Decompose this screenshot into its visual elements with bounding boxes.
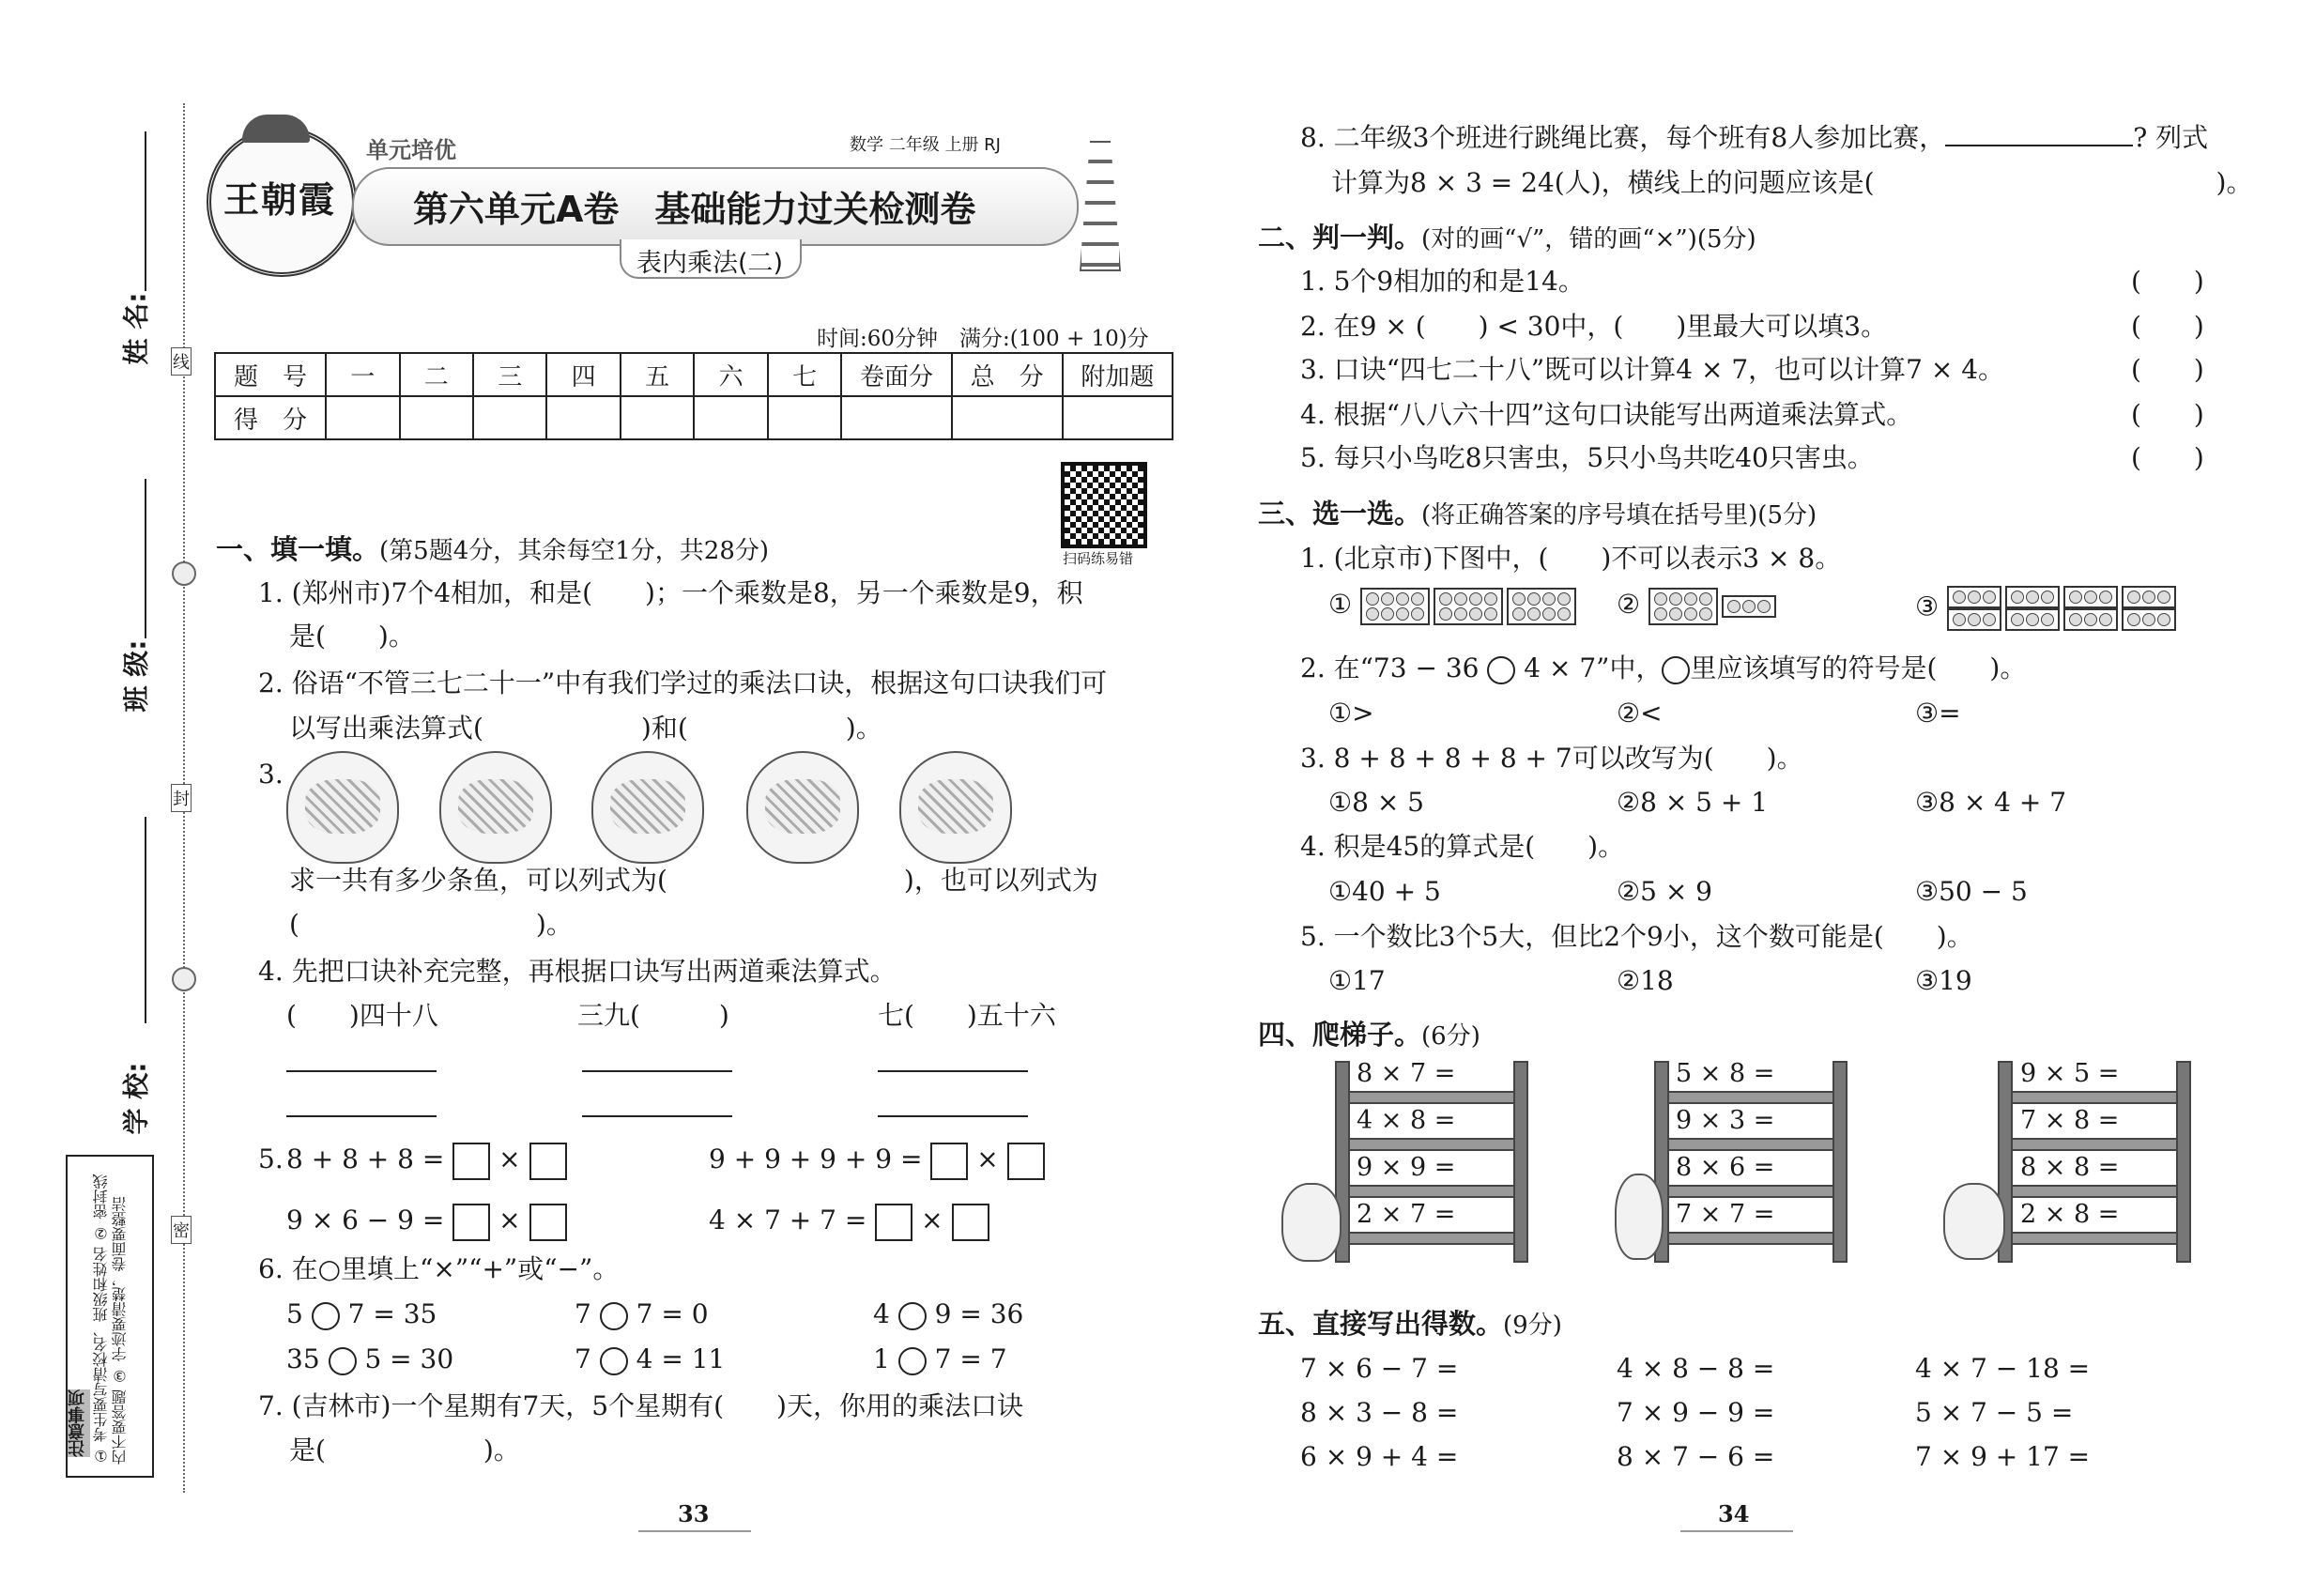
calc-item: 5 × 7 − 5 = (1915, 1397, 2074, 1428)
q8-line1 (1300, 119, 2208, 157)
score-cell[interactable] (952, 396, 1063, 439)
judge-answer-paren[interactable]: ( ) (2131, 399, 2204, 430)
q6-right: 7 = 0 (636, 1298, 709, 1329)
score-header-cell: 六 (694, 353, 767, 396)
score-cell[interactable] (546, 396, 620, 439)
ladder-rung (1667, 1091, 1834, 1104)
judge-answer-paren[interactable]: ( ) (2131, 311, 2204, 342)
bead-group (1434, 588, 1503, 625)
q4-mnemonic-3: 七( )五十六 (878, 1000, 1056, 1031)
fishbowl-image (899, 751, 1012, 864)
ladder-expression: 7 × 7 = (1676, 1200, 1775, 1229)
section-2-title (1258, 219, 1756, 258)
choice-q2-text: 2. 在“73 − 36 (1300, 652, 1480, 683)
score-header-cell: 卷面分 (841, 353, 951, 396)
q5-expr-2 (709, 1141, 1045, 1180)
score-cell[interactable] (694, 396, 767, 439)
score-table (214, 352, 1173, 440)
choice-q4: 4. 积是45的算式是( )。 (1300, 831, 1625, 862)
ladder-rung (1348, 1232, 1515, 1245)
calc-item: 6 × 9 + 4 = (1300, 1441, 1459, 1472)
score-header-cell: 一 (326, 353, 399, 396)
answer-box[interactable] (452, 1143, 490, 1180)
q6-left: 7 (575, 1343, 591, 1374)
calc-item: 7 × 6 − 7 = (1300, 1353, 1459, 1384)
q6-left: 35 (286, 1343, 320, 1374)
q5-expr-text: 4 × 7 + 7 = (709, 1205, 867, 1235)
q1-line1: 1. (郑州市)7个4相加，和是( )；一个乘数是8，另一个乘数是9，积 (258, 577, 1083, 608)
score-header-cell: 七 (768, 353, 841, 396)
subtitle: 表内乘法(二) (636, 249, 784, 278)
q5-expr-text: 9 × 6 − 9 = (286, 1205, 445, 1235)
notes-text: ① 考生要写清校名、班级和姓名 ② 密封线内不要答题 ③ 字迹要清楚，卷面要整洁 (92, 1174, 129, 1465)
q4-answer-line[interactable] (286, 1070, 437, 1072)
section-5-title (1258, 1305, 1562, 1344)
q6-left: 7 (575, 1298, 591, 1329)
ladder-rung (1348, 1138, 1515, 1151)
q6-text: 6. 在○里填上“×”“+”或“−”。 (258, 1253, 620, 1284)
q6-item (286, 1341, 453, 1378)
q2-line1: 2. 俗语“不管三七二十一”中有我们学过的乘法口诀，根据这句口诀我们可 (258, 668, 1108, 698)
ladder-expression: 5 × 8 = (1676, 1059, 1775, 1088)
times-sign: × (498, 1143, 521, 1174)
judge-item: 3. 口诀“四七二十八”既可以计算4 × 7，也可以计算7 × 4。 (1300, 354, 2005, 385)
q6-left: 1 (873, 1343, 890, 1374)
score-table-header-row (215, 353, 1173, 396)
q4-text: 4. 先把口诀补充完整，再根据口诀写出两道乘法算式。 (258, 956, 897, 987)
choice-q2 (1300, 650, 2026, 687)
score-header-cell: 附加题 (1063, 353, 1173, 396)
operator-circle[interactable] (329, 1347, 357, 1375)
page-number-left: 33 (678, 1500, 710, 1527)
answer-box[interactable] (930, 1143, 968, 1180)
score-header-cell: 四 (546, 353, 620, 396)
ladder-rung (1348, 1185, 1515, 1198)
choice-q1-option-1[interactable] (1328, 586, 1580, 625)
q3-line1: 求一共有多少条鱼，可以列式为( )，也可以列式为 (289, 865, 1098, 896)
ladder-expression: 2 × 7 = (1357, 1200, 1456, 1229)
q8-text: 8. 二年级3个班进行跳绳比赛，每个班有8人参加比赛， (1300, 122, 1946, 153)
fishbowl-image (746, 751, 859, 864)
operator-circle[interactable] (312, 1302, 340, 1330)
times-sign: × (976, 1143, 999, 1174)
cut-mark-secret: 密 (171, 1216, 192, 1244)
choice-q1: 1. (北京市)下图中，( )不可以表示3 × 8。 (1300, 543, 1842, 574)
section-5-heading: 五、直接写出得数。 (1258, 1308, 1504, 1340)
q6-right: 4 = 11 (636, 1343, 726, 1374)
judge-answer-paren[interactable]: ( ) (2131, 266, 2204, 297)
bead-group (1722, 595, 1776, 618)
times-sign: × (921, 1205, 943, 1235)
q4-answer-line[interactable] (878, 1115, 1028, 1117)
score-table-score-row (215, 396, 1173, 439)
binding-hole-icon (172, 967, 196, 991)
operator-circle[interactable] (898, 1302, 927, 1330)
answer-box[interactable] (452, 1204, 490, 1241)
lighthouse-icon (1080, 141, 1121, 271)
section-4-title (1258, 1016, 1480, 1055)
ladder-expression: 7 × 8 = (2020, 1106, 2120, 1135)
option-label: ② (1617, 589, 1641, 620)
ladder-expression: 8 × 8 = (2020, 1153, 2120, 1182)
section-1-title (216, 530, 769, 570)
q6-right: 7 = 35 (347, 1298, 437, 1329)
section-1-heading: 一、填一填。 (216, 533, 380, 565)
operator-circle[interactable] (898, 1347, 927, 1375)
cat-icon (1943, 1183, 2005, 1260)
cut-mark-line: 线 (171, 347, 192, 376)
score-header-cell: 二 (400, 353, 473, 396)
page-title: 第六单元A卷 基础能力过关检测卷 (413, 189, 976, 230)
calc-item: 8 × 3 − 8 = (1300, 1397, 1459, 1428)
choice-option[interactable]: ②8 × 5 + 1 (1617, 787, 1769, 818)
q6-left: 5 (286, 1298, 303, 1329)
q2-line2: 以写出乘法算式( )和( )。 (289, 713, 882, 744)
calc-item: 7 × 9 − 9 = (1617, 1397, 1775, 1428)
q6-item (575, 1296, 709, 1333)
q8-blank-line[interactable] (1945, 145, 2133, 146)
ladder-rung (1667, 1232, 1834, 1245)
q7-line1: 7. (吉林市)一个星期有7天，5个星期有( )天，你用的乘法口诀 (258, 1390, 1023, 1421)
score-cell[interactable] (473, 396, 546, 439)
section-4-points: (6分) (1421, 1022, 1480, 1051)
section-4-heading: 四、爬梯子。 (1258, 1019, 1422, 1051)
score-header-cell: 五 (621, 353, 694, 396)
score-header-cell: 总 分 (952, 353, 1063, 396)
q6-item (575, 1341, 725, 1378)
choice-q3: 3. 8 + 8 + 8 + 8 + 7可以改写为( )。 (1300, 743, 1803, 774)
score-cell[interactable] (400, 396, 473, 439)
choice-option[interactable]: ①17 (1328, 965, 1386, 996)
ladder-expression: 9 × 9 = (1357, 1153, 1456, 1182)
q5-expr-1 (286, 1141, 567, 1180)
q4-answer-line[interactable] (286, 1115, 437, 1117)
q5-expr-4 (709, 1202, 989, 1241)
calc-item: 8 × 7 − 6 = (1617, 1441, 1775, 1472)
ladder-expression: 8 × 7 = (1357, 1059, 1456, 1088)
answer-box[interactable] (875, 1204, 912, 1241)
bead-group (1648, 588, 1718, 625)
times-sign: × (498, 1205, 521, 1235)
notes-title: 注意事项 (68, 1389, 90, 1457)
choice-q2-text-2: 4 × 7”中， (1524, 652, 1663, 683)
calc-item: 4 × 8 − 8 = (1617, 1353, 1775, 1384)
bead-group (1507, 588, 1576, 625)
ladder-rail (1832, 1061, 1848, 1263)
page-ornament (638, 1530, 751, 1538)
ladder-rung (2011, 1185, 2178, 1198)
ladder-expression: 2 × 8 = (2020, 1200, 2120, 1229)
score-header-cell: 三 (473, 353, 546, 396)
judge-item: 1. 5个9相加的和是14。 (1300, 266, 1585, 297)
binding-hole-icon (172, 561, 196, 586)
class-underline (145, 479, 146, 638)
choice-option[interactable]: ③8 × 4 + 7 (1915, 787, 2067, 818)
section-3-points: (将正确答案的序号填在括号里)(5分) (1421, 501, 1817, 529)
section-1-points: (第5题4分，其余每空1分，共28分) (379, 537, 770, 565)
q6-item (286, 1296, 437, 1333)
score-cell[interactable] (841, 396, 951, 439)
choice-option[interactable]: ①8 × 5 (1328, 787, 1424, 818)
section-2-heading: 二、判一判。 (1258, 222, 1422, 253)
score-row-label: 得 分 (215, 396, 326, 439)
rabbit-icon (1615, 1174, 1664, 1260)
judge-answer-paren[interactable]: ( ) (2131, 442, 2204, 473)
series-label: 单元培优 (366, 137, 456, 163)
choice-option[interactable]: ③19 (1915, 965, 1972, 996)
brand-name: 王朝霞 (223, 178, 337, 221)
q8-text-end: ? 列式 (2133, 122, 2209, 153)
choice-option[interactable]: ②< (1617, 698, 1663, 729)
choice-q1-option-2[interactable] (1617, 586, 1780, 625)
choice-option[interactable]: ②18 (1617, 965, 1674, 996)
ladder-expression: 9 × 3 = (1676, 1106, 1775, 1135)
school-label: 学 校: (120, 1062, 152, 1135)
page-number-right: 34 (1718, 1500, 1750, 1527)
ladder-rail (2176, 1061, 2191, 1263)
monkey-icon (1281, 1183, 1342, 1262)
ladder-expression: 4 × 8 = (1357, 1106, 1456, 1135)
choice-option[interactable]: ②5 × 9 (1617, 876, 1712, 907)
fishbowl-image (286, 751, 399, 864)
q6-left: 4 (873, 1298, 890, 1329)
q6-item (873, 1296, 1023, 1333)
q5-expr-text: 9 + 9 + 9 + 9 = (709, 1143, 923, 1174)
ladder-rung (1348, 1091, 1515, 1104)
option-label: ③ (1915, 591, 1940, 622)
qr-code-icon (1061, 462, 1147, 548)
calc-item: 7 × 9 + 17 = (1915, 1441, 2091, 1472)
course-meta: 数学 二年级 上册 RJ (850, 135, 1001, 155)
operator-circle[interactable] (600, 1302, 628, 1330)
judge-item: 2. 在9 × ( ) < 30中，( )里最大可以填3。 (1300, 311, 1888, 342)
answer-box[interactable] (529, 1143, 567, 1180)
section-5-points: (9分) (1503, 1312, 1562, 1340)
q1-line2: 是( )。 (289, 621, 415, 652)
ladder-rung (2011, 1232, 2178, 1245)
fishbowl-image (439, 751, 552, 864)
brand-crown-icon (242, 115, 310, 143)
q6-right: 5 = 30 (364, 1343, 454, 1374)
bead-group-grid (1947, 586, 2180, 631)
score-cell[interactable] (621, 396, 694, 439)
score-cell[interactable] (1063, 396, 1173, 439)
answer-box[interactable] (952, 1204, 989, 1241)
q6-right: 9 = 36 (934, 1298, 1024, 1329)
time-info: 时间:60分钟 满分:(100 + 10)分 (817, 327, 1149, 351)
class-label: 班 级: (120, 639, 152, 713)
score-cell[interactable] (326, 396, 399, 439)
q3-number: 3. (258, 759, 284, 790)
compare-circle (1487, 656, 1515, 684)
fishbowl-image (591, 751, 704, 864)
q4-mnemonic-2: 三九( ) (577, 1000, 729, 1031)
ladder-rail (1513, 1061, 1528, 1263)
compare-circle (1662, 656, 1690, 684)
q8-line2: 计算为8 × 3 = 24(人)，横线上的问题应该是( )。 (1331, 167, 2253, 198)
cut-mark-seal: 封 (171, 784, 192, 812)
name-label: 姓 名: (120, 292, 152, 365)
choice-option[interactable]: ③= (1915, 698, 1961, 729)
score-cell[interactable] (768, 396, 841, 439)
q5-expr-3 (286, 1202, 567, 1241)
q5-number: 5. (258, 1143, 284, 1174)
judge-item: 5. 每只小鸟吃8只害虫，5只小鸟共吃40只害虫。 (1300, 442, 1874, 473)
calc-item: 4 × 7 − 18 = (1915, 1353, 2091, 1384)
q7-line2: 是( )。 (289, 1435, 520, 1466)
choice-q1-option-3[interactable] (1915, 586, 2180, 631)
q5-expr-text: 8 + 8 + 8 = (286, 1143, 445, 1174)
ladder-expression: 8 × 6 = (1676, 1153, 1775, 1182)
section-2-points: (对的画“√”，错的画“×”)(5分) (1421, 225, 1756, 253)
choice-option[interactable]: ①> (1328, 698, 1374, 729)
choice-q5: 5. 一个数比3个5大，但比2个9小，这个数可能是( )。 (1300, 921, 1973, 952)
ladder-rung (2011, 1138, 2178, 1151)
operator-circle[interactable] (600, 1347, 628, 1375)
q6-item (873, 1341, 1007, 1378)
ladder-rung (1667, 1138, 1834, 1151)
option-label: ① (1328, 589, 1353, 620)
answer-box[interactable] (529, 1204, 567, 1241)
school-underline (145, 817, 146, 1023)
section-3-title (1258, 495, 1817, 534)
answer-box[interactable] (1007, 1143, 1045, 1180)
q4-answer-line[interactable] (582, 1115, 732, 1117)
q6-right: 7 = 7 (934, 1343, 1007, 1374)
ladder-rung (1667, 1185, 1834, 1198)
q4-mnemonic-1: ( )四十八 (286, 1000, 438, 1031)
section-3-heading: 三、选一选。 (1258, 498, 1422, 529)
q3-line2: ( )。 (289, 909, 573, 940)
q4-answer-line[interactable] (878, 1070, 1028, 1072)
choice-q2-text-3: 里应该填写的符号是( )。 (1690, 652, 2027, 683)
score-header-cell: 题 号 (215, 353, 326, 396)
q4-answer-line[interactable] (582, 1070, 732, 1072)
name-underline (145, 131, 146, 291)
page-ornament (1680, 1530, 1793, 1538)
ladder-expression: 9 × 5 = (2020, 1059, 2120, 1088)
choice-option[interactable]: ③50 − 5 (1915, 876, 2028, 907)
bead-group (1360, 588, 1430, 625)
ladder-rung (2011, 1091, 2178, 1104)
qr-caption: 扫码练易错 (1063, 550, 1134, 567)
judge-answer-paren[interactable]: ( ) (2131, 354, 2204, 385)
choice-option[interactable]: ①40 + 5 (1328, 876, 1441, 907)
judge-item: 4. 根据“八八六十四”这句口诀能写出两道乘法算式。 (1300, 399, 1913, 430)
